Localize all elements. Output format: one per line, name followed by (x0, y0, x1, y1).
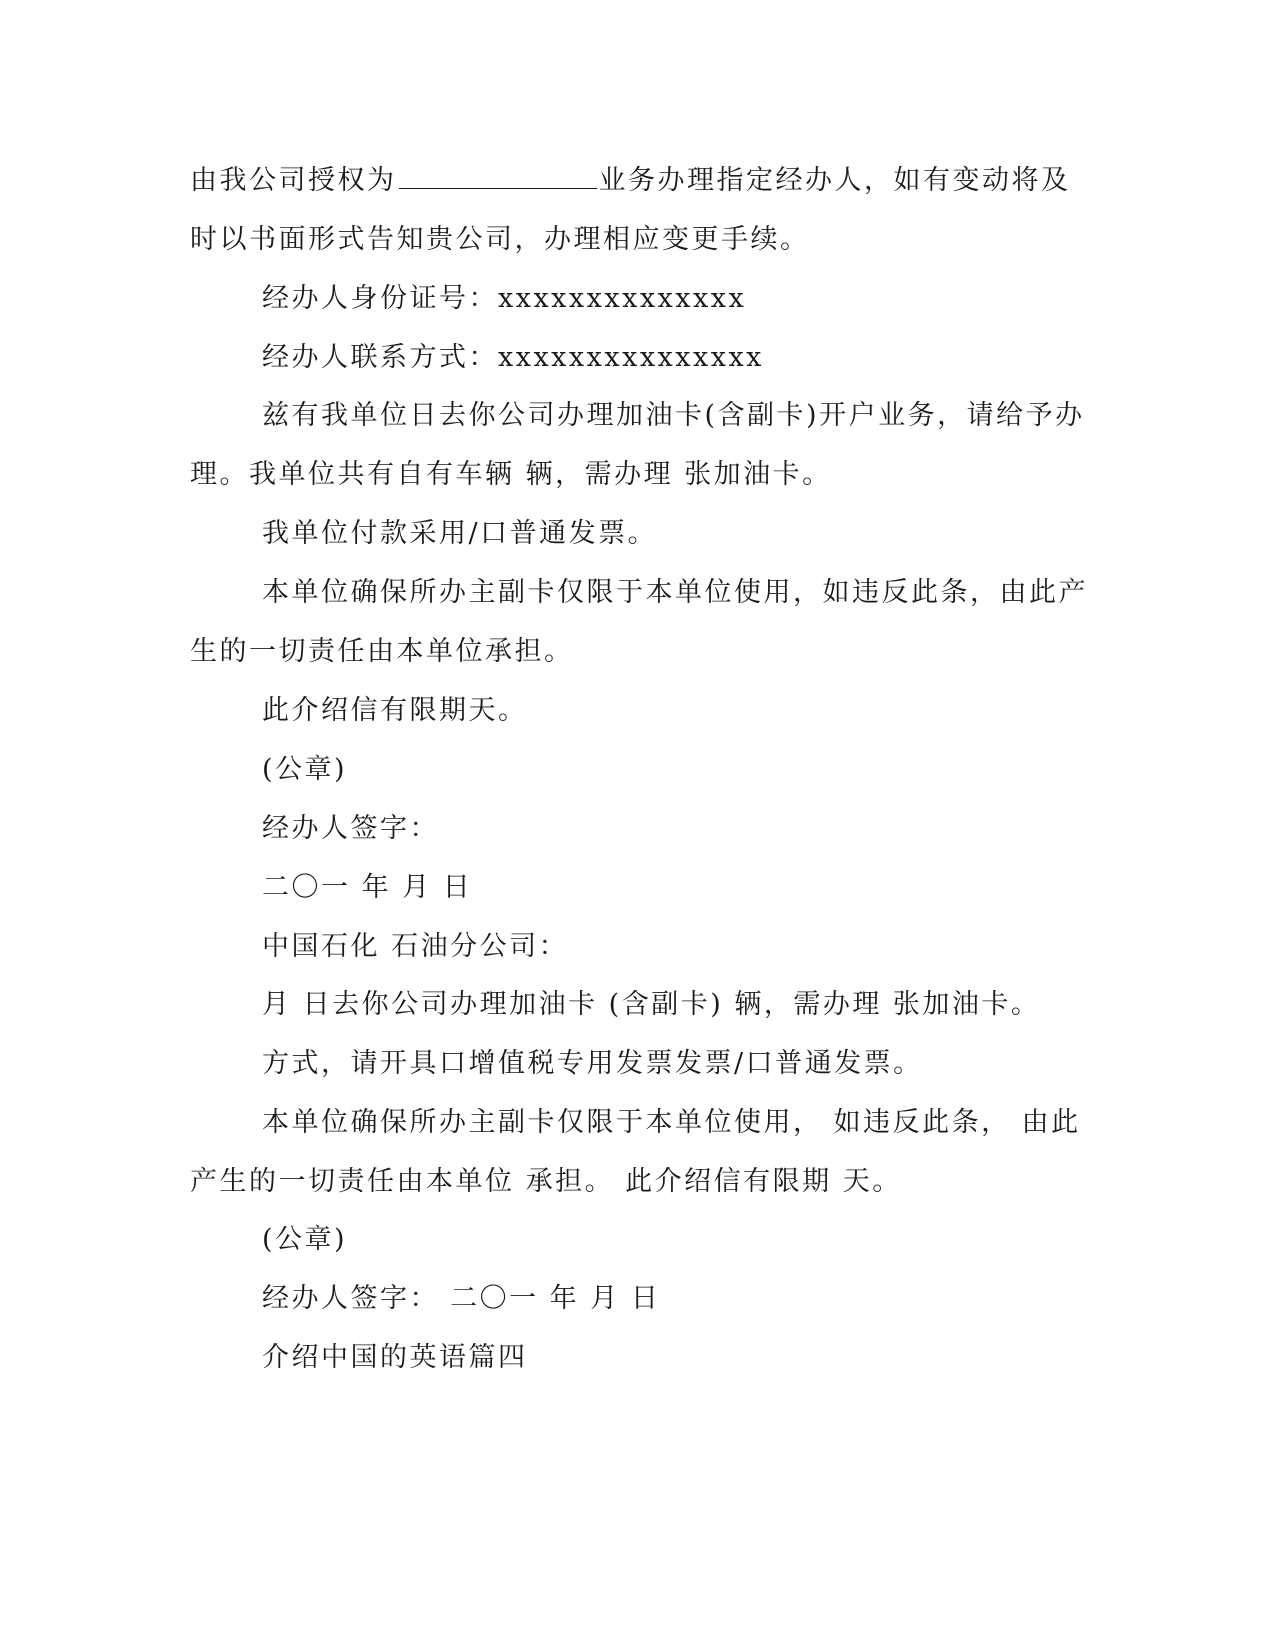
visit-line: 月 日去你公司办理加油卡 (含副卡) 辆，需办理 张加油卡。 (262, 989, 1041, 1020)
contact-line: 经办人联系方式：xxxxxxxxxxxxxxx (262, 342, 764, 373)
paragraph-1-text-after-blank: 业务办理指定经办人，如有变动将及 (598, 165, 1071, 196)
invoice-line: 方式，请开具口增值税专用发票发票/口普通发票。 (262, 1048, 923, 1079)
payment-line: 我单位付款采用/口普通发票。 (262, 518, 658, 549)
seal-placeholder-2: (公章) (262, 1224, 348, 1255)
date-line-1: 二〇一 年 月 日 (262, 872, 473, 903)
paragraph-1-line-2: 时以书面形式告知贵公司，办理相应变更手续。 (190, 224, 810, 255)
seal-placeholder-1: (公章) (262, 754, 348, 785)
paragraph-1-line-1 (190, 163, 1071, 199)
addressee-line: 中国石化 石油分公司： (262, 931, 569, 962)
paragraph-2-line-1: 兹有我单位日去你公司办理加油卡(含副卡)开户业务，请给予办 (262, 400, 1085, 431)
paragraph-4-line-1: 本单位确保所办主副卡仅限于本单位使用， 如违反此条， 由此 (262, 1107, 1081, 1138)
paragraph-3-line-2: 生的一切责任由本单位承担。 (190, 636, 574, 667)
paragraph-2-line-2: 理。我单位共有自有车辆 辆，需办理 张加油卡。 (190, 459, 832, 490)
id-number-line: 经办人身份证号：xxxxxxxxxxxxxx (262, 283, 747, 314)
fill-in-blank (399, 164, 597, 189)
signature-date-line-2: 经办人签字： 二〇一 年 月 日 (262, 1283, 661, 1314)
paragraph-3-line-1: 本单位确保所办主副卡仅限于本单位使用，如违反此条，由此产 (262, 577, 1088, 608)
validity-line: 此介绍信有限期天。 (262, 695, 528, 726)
paragraph-1-text-before-blank: 由我公司授权为 (190, 165, 397, 196)
paragraph-4-line-2: 产生的一切责任由本单位 承担。 此介绍信有限期 天。 (190, 1166, 902, 1197)
signature-line-1: 经办人签字： (262, 813, 439, 844)
section-heading: 介绍中国的英语篇四 (262, 1342, 528, 1373)
